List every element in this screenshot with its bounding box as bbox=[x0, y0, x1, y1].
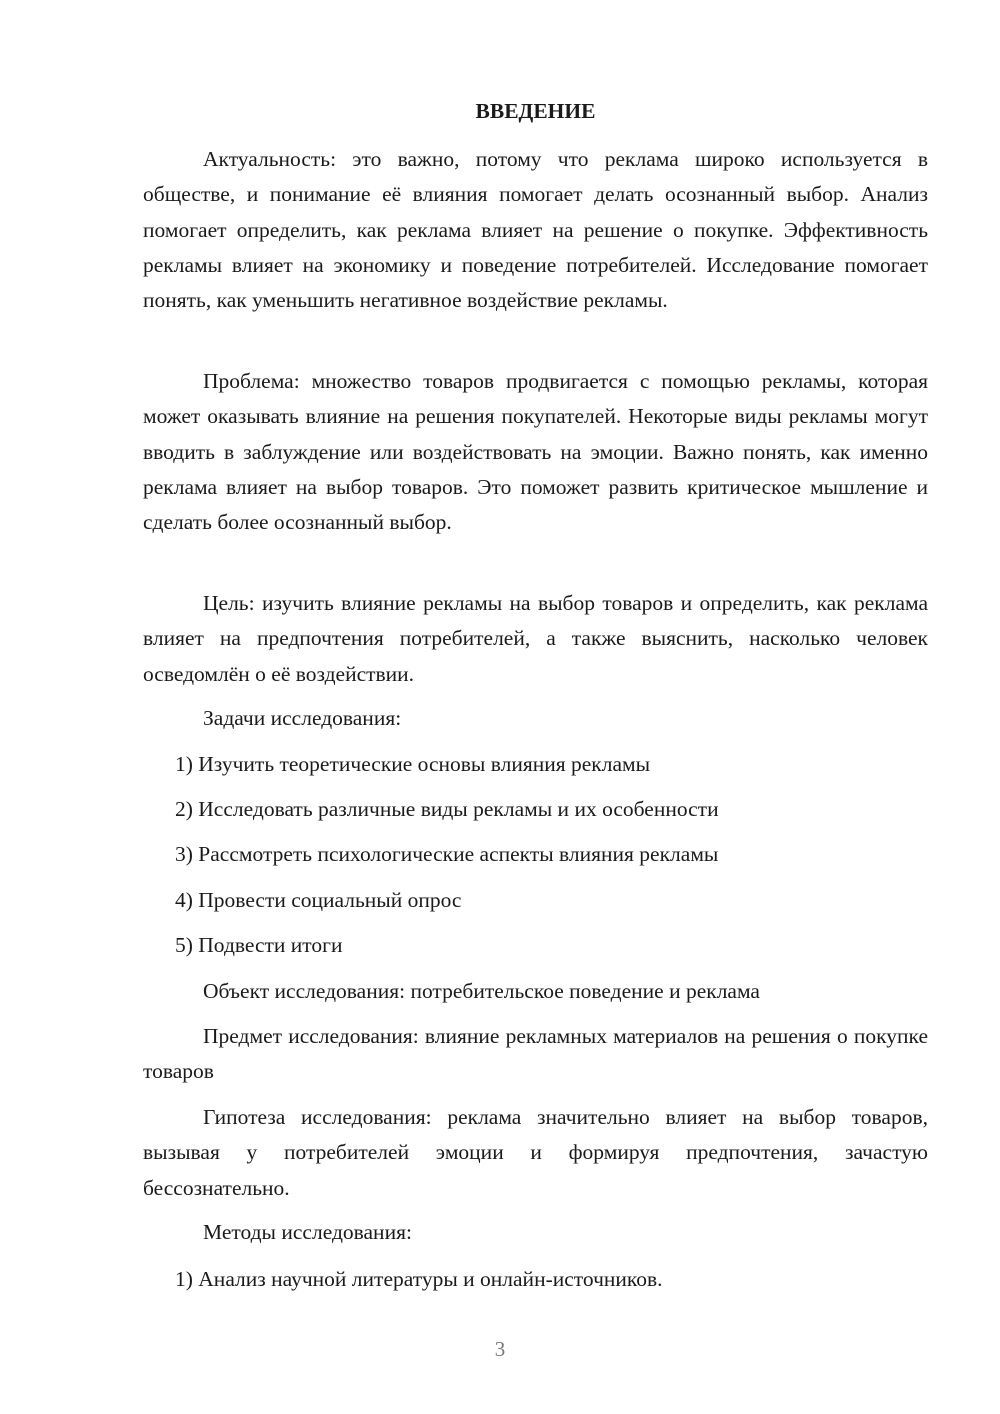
research-object: Объект исследования: потребительское поведение и реклама bbox=[203, 979, 760, 1003]
methods-heading: Методы исследования: bbox=[203, 1220, 412, 1244]
task-item-5: 5) Подвести итоги bbox=[175, 933, 343, 957]
paragraph-hypothesis: Гипотеза исследования: реклама значительно влияет на выбор товаров, вызывая у потребителей эмоции и формируя предпочтения, зачастую бессознательно. bbox=[143, 1105, 928, 1200]
paragraph-problem: Проблема: множество товаров продвигается с помощью рекламы, которая может оказывать влияние на решения покупателей. Некоторые виды рекламы могут вводить в заблуждение или воздействовать на эмоции. Важно понять, как именно реклама влияет на выбор товаров. Это поможет развить критическое мышление и сделать более осознанный выбор. bbox=[143, 369, 928, 535]
task-item-4: 4) Провести социальный опрос bbox=[175, 888, 462, 912]
method-item-1: 1) Анализ научной литературы и онлайн-источников. bbox=[175, 1267, 663, 1291]
task-item-3: 3) Рассмотреть психологические аспекты влияния рекламы bbox=[175, 842, 719, 866]
tasks-heading: Задачи исследования: bbox=[203, 706, 402, 730]
page-title: ВВЕДЕНИЕ bbox=[475, 99, 596, 123]
paragraph-relevance: Актуальность: это важно, потому что реклама широко используется в обществе, и понимание её влияния помогает делать осознанный выбор. Анализ помогает определить, как реклама влияет на решение о покупке. Эффективность рекламы влияет на экономику и поведение потребителей. Исследование помогает понять, как уменьшить негативное воздействие рекламы. bbox=[143, 147, 928, 313]
paragraph-subject: Предмет исследования: влияние рекламных материалов на решения о покупке товаров bbox=[143, 1024, 928, 1084]
task-item-2: 2) Исследовать различные виды рекламы и их особенности bbox=[175, 797, 719, 821]
task-item-1: 1) Изучить теоретические основы влияния рекламы bbox=[175, 752, 651, 776]
paragraph-goal: Цель: изучить влияние рекламы на выбор товаров и определить, как реклама влияет на предпочтения потребителей, а также выяснить, насколько человек осведомлён о её воздействии. bbox=[143, 591, 928, 686]
page-number: 3 bbox=[494, 1337, 506, 1361]
